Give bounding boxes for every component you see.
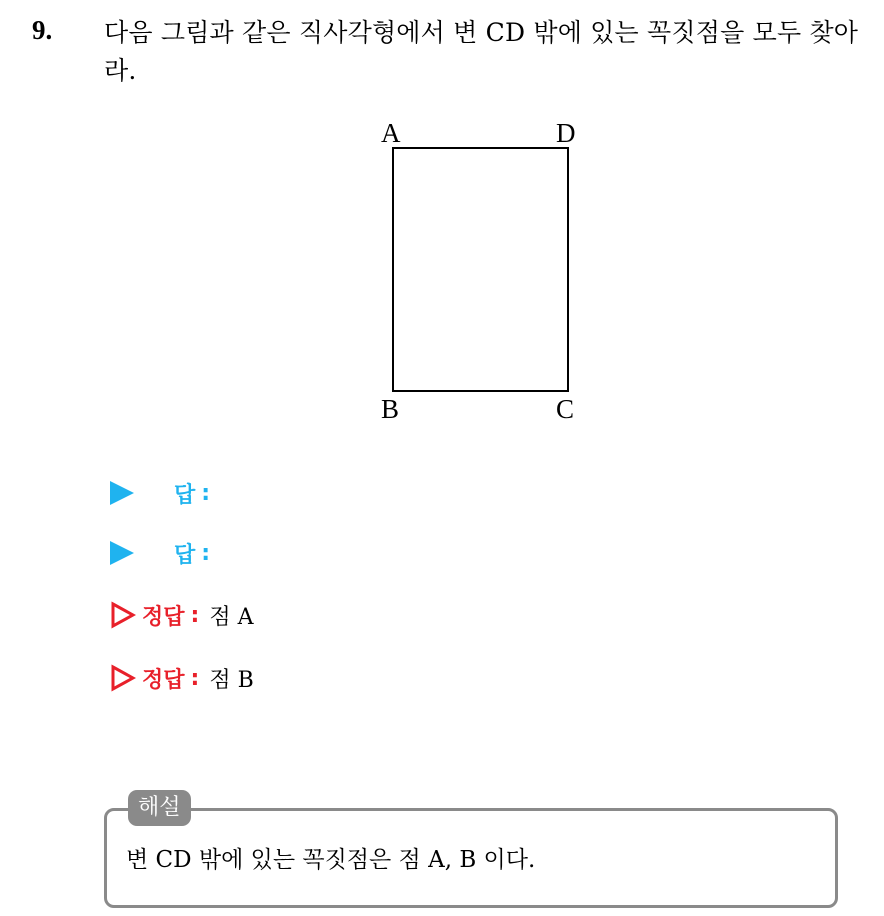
explanation-tag: 해설 — [128, 790, 191, 826]
correct-value: 점 B — [209, 667, 254, 693]
question-text: 다음 그림과 같은 직사각형에서 변 CD 밖에 있는 꼭짓점을 모두 찾아라. — [104, 18, 859, 85]
vertex-label-b: B — [381, 394, 400, 424]
answer-row-2 — [110, 536, 210, 570]
outline-triangle-icon — [110, 664, 136, 692]
correct-colon: : — [190, 602, 200, 628]
correct-label: 정답 — [142, 604, 185, 630]
vertex-label-c: C — [556, 394, 575, 424]
correct-label: 정답 — [142, 667, 185, 693]
answer-row-1 — [110, 476, 210, 510]
answer-label: 답 — [174, 542, 196, 568]
rectangle-figure — [370, 112, 600, 432]
vertex-label-d: D — [556, 118, 576, 148]
answer-colon: : — [201, 540, 211, 566]
vertex-label-a: A — [381, 118, 401, 148]
correct-value: 점 A — [209, 604, 254, 630]
rectangle-diagram — [370, 112, 600, 432]
explanation-text: 변 CD 밖에 있는 꼭짓점은 점 A, B 이다. — [126, 847, 536, 873]
rectangle-abcd — [393, 148, 568, 391]
correct-row-2 — [110, 661, 254, 695]
question-number: 9. — [32, 15, 53, 45]
answer-label: 답 — [174, 482, 196, 508]
play-triangle-icon — [110, 541, 134, 565]
outline-triangle-icon — [110, 601, 136, 629]
answer-colon: : — [201, 480, 211, 506]
correct-colon: : — [190, 665, 200, 691]
correct-row-1 — [110, 598, 253, 632]
play-triangle-icon — [110, 481, 134, 505]
